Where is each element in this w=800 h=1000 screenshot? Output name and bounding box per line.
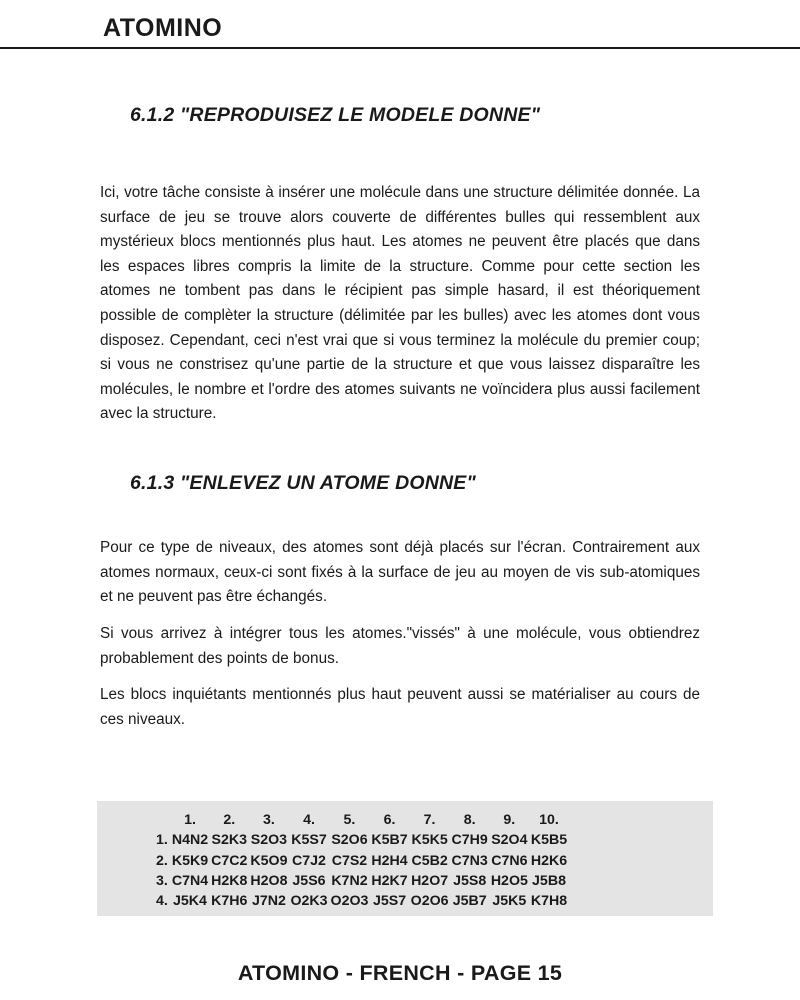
code-cell: J5K5 xyxy=(492,893,527,910)
code-cell: H2O8 xyxy=(250,872,288,889)
code-cell: K5K9 xyxy=(171,852,209,869)
code-cell: K7N2 xyxy=(331,872,368,889)
column-header: 6. xyxy=(383,812,396,828)
column-header: 8. xyxy=(463,812,476,828)
column-header: 7. xyxy=(423,812,436,828)
code-cell: J5B7 xyxy=(452,893,487,910)
code-cell: H2H4 xyxy=(371,852,408,869)
code-cell: K5B5 xyxy=(530,832,568,849)
code-cell: C5B2 xyxy=(411,852,448,869)
code-cell: S2O3 xyxy=(250,832,288,849)
code-cell: K7H8 xyxy=(530,893,568,910)
section-613-paragraph-3: Les blocs inquiétants mentionnés plus haut peuvent aussi se matérialiser au cours de ces niveaux. xyxy=(100,686,700,728)
column-header: 3. xyxy=(263,812,275,828)
level-codes-table xyxy=(156,810,570,911)
code-cell: O2K3 xyxy=(290,893,328,910)
code-cell: S2K3 xyxy=(211,832,248,849)
code-cell: C7N3 xyxy=(451,852,488,869)
corner-cell xyxy=(156,810,172,830)
code-cell: J5K4 xyxy=(173,893,207,910)
code-cell: O2O3 xyxy=(330,893,369,910)
code-cell: K5B7 xyxy=(371,832,408,849)
code-cell: N4N2 xyxy=(171,832,209,849)
column-header: 9. xyxy=(503,812,516,828)
code-cell: K7H6 xyxy=(211,893,248,910)
code-cell: H2O7 xyxy=(411,872,449,889)
row-label: 1. xyxy=(156,832,168,849)
code-cell: O2O6 xyxy=(410,893,449,910)
code-cell: J5S8 xyxy=(453,872,487,889)
header-rule xyxy=(0,47,800,49)
code-cell: J5S7 xyxy=(372,893,407,910)
column-header: 2. xyxy=(223,812,236,828)
code-cell: K5K5 xyxy=(411,832,448,849)
code-cell: J7N2 xyxy=(251,893,286,910)
row-label: 4. xyxy=(156,893,168,910)
column-header: 5. xyxy=(343,812,356,828)
code-cell: C7N4 xyxy=(171,872,209,889)
page-footer: ATOMINO - FRENCH - PAGE 15 xyxy=(237,961,563,985)
header-title: ATOMINO xyxy=(103,14,223,42)
codes-header-row xyxy=(156,810,570,830)
row-label: 3. xyxy=(156,872,168,889)
section-613-paragraph-1: Pour ce type de niveaux, des atomes sont déjà placés sur l'écran. Contrairement aux atomes normaux, ceux-ci sont fixés à la surface de jeu au moyen de vis sub-atomiques et ne peuvent pas être échangés. xyxy=(100,539,700,606)
section-612-paragraph: Ici, votre tâche consiste à insérer une molécule dans une structure délimitée donnée. La surface de jeu se trouve alors couverte de différentes bulles qui ressemblent aux mystérieux blocs mentionnés plus haut. Les atomes ne peuvent être placés que dans les espaces libres compris la limite de la structure. Comme pour cette section les atomes ne tombent pas dans le récipient pas simple hasard, il est théoriquement possible de complèter la structure (délimitée par les bulles) avec les atomes dont vous disposez. Cependant, ceci n'est vrai que si vous terminez la molécule du premier coup; si vous ne constrisez qu'une partie de la structure et que vous laissez disparaître les molécules, le nombre et l'ordre des atomes suivants ne voïncidera plus aussi facilement avec la structure. xyxy=(100,184,700,423)
code-cell: H2O5 xyxy=(490,872,528,889)
code-cell: C7H9 xyxy=(451,832,488,849)
code-cell: S2O6 xyxy=(331,832,368,849)
column-header: 1. xyxy=(184,812,196,828)
code-cell: C7S2 xyxy=(331,852,368,869)
section-heading-612: 6.1.2 "REPRODUISEZ LE MODELE DONNE" xyxy=(130,104,541,126)
code-cell: H2K6 xyxy=(530,852,568,869)
code-cell: J5B8 xyxy=(532,872,566,889)
codes-row xyxy=(156,830,570,850)
column-header: 4. xyxy=(303,812,315,828)
column-header: 10. xyxy=(539,812,559,828)
code-cell: C7J2 xyxy=(292,852,326,869)
code-cell: C7N6 xyxy=(491,852,528,869)
code-cell: H2K7 xyxy=(371,872,408,889)
section-heading-613: 6.1.3 "ENLEVEZ UN ATOME DONNE" xyxy=(130,472,476,494)
code-cell: K5O9 xyxy=(250,852,288,869)
codes-row xyxy=(156,891,570,911)
row-label: 2. xyxy=(156,852,168,869)
code-cell: H2K8 xyxy=(211,872,248,889)
code-cell: K5S7 xyxy=(291,832,327,849)
code-cell: J5S6 xyxy=(292,872,326,889)
section-613-paragraph-2: Si vous arrivez à intégrer tous les atomes."vissés" à une molécule, vous obtiendrez probablement des points de bonus. xyxy=(100,625,700,667)
code-cell: S2O4 xyxy=(491,832,528,849)
code-cell: C7C2 xyxy=(211,852,248,869)
codes-row xyxy=(156,851,570,871)
codes-row xyxy=(156,871,570,891)
